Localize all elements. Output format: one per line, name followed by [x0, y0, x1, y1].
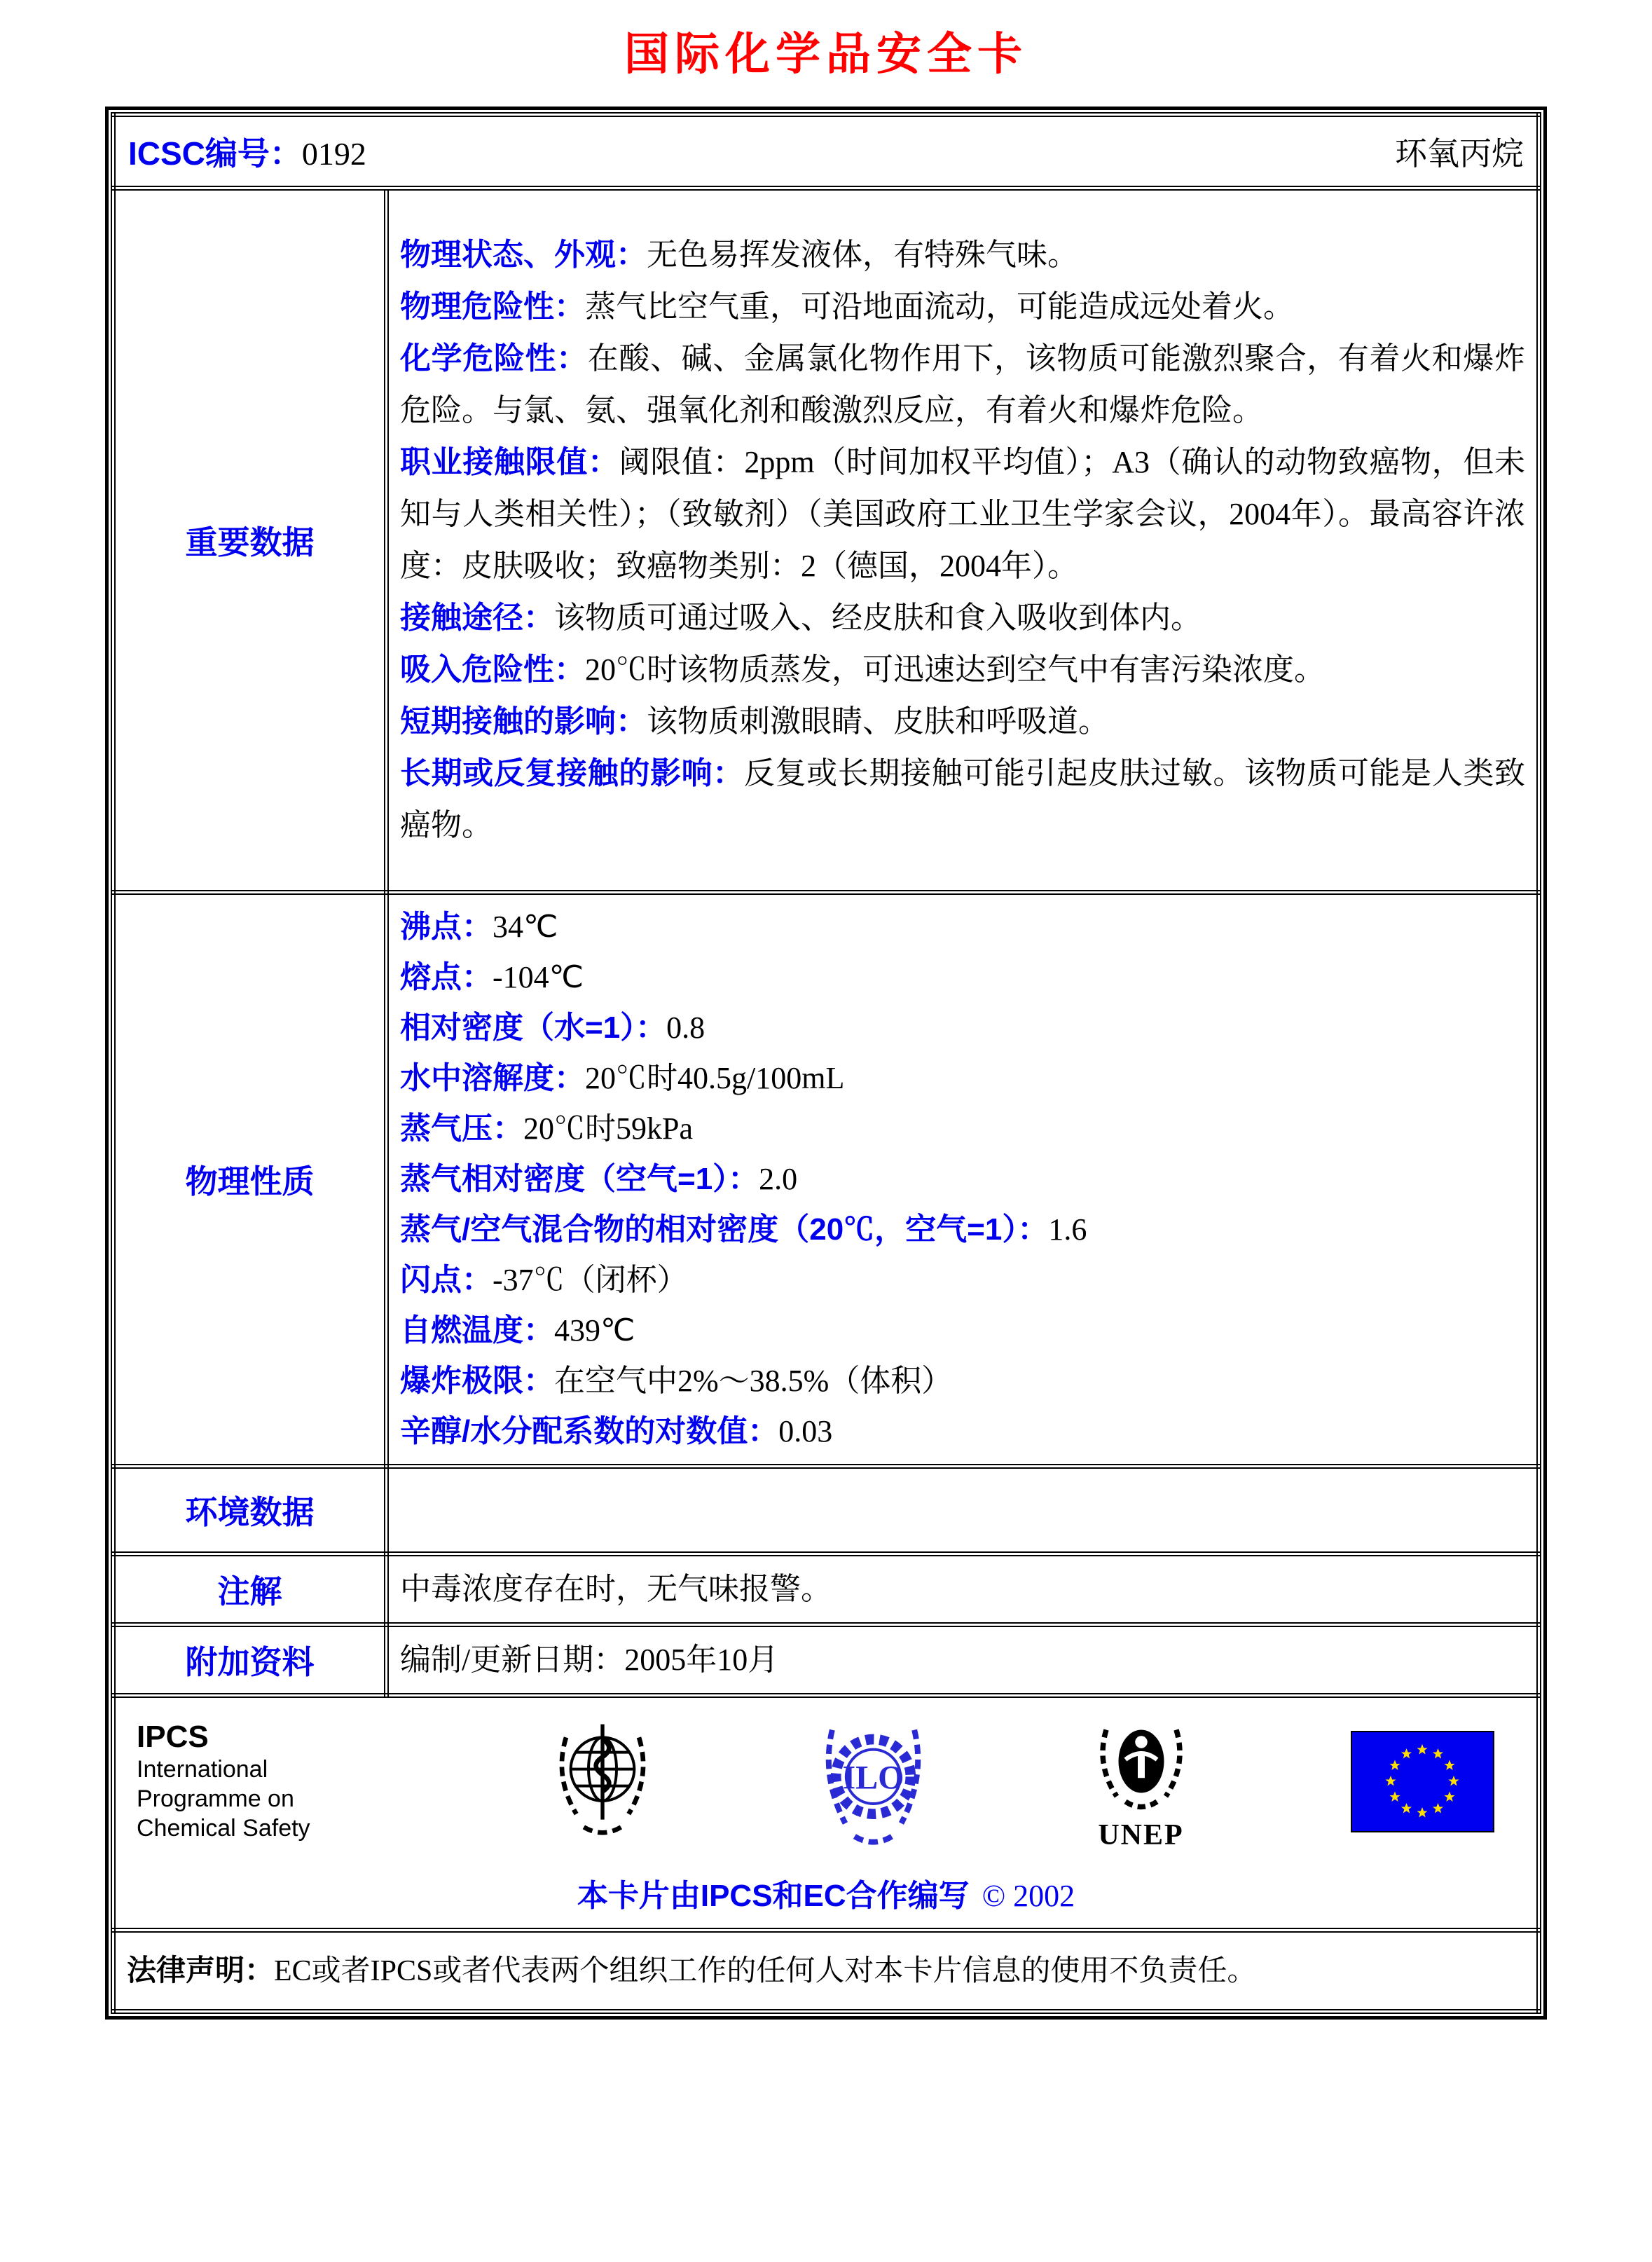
property-value: 蒸气比空气重，可沿地面流动，可能造成远处着火。	[585, 289, 1294, 324]
property-row	[400, 1205, 1525, 1255]
property-row	[400, 1406, 1525, 1457]
property-value: -37℃（闭杯）	[493, 1263, 688, 1297]
property-value: 2.0	[759, 1162, 798, 1196]
physical-properties-label: 物理性质	[113, 893, 387, 1467]
ipcs-acronym: IPCS	[137, 1720, 209, 1754]
unep-logo-icon	[1089, 1711, 1194, 1852]
property-value: 该物质可通过吸入、经皮肤和食入吸收到体内。	[554, 601, 1202, 635]
property-label: 熔点：	[400, 960, 493, 994]
legal-row	[113, 1931, 1539, 2012]
property-value: 无色易挥发液体，有特殊气味。	[647, 238, 1078, 272]
property-row	[400, 748, 1525, 851]
property-label: 蒸气相对密度（空气=1）：	[400, 1162, 759, 1196]
notes-content: 中毒浓度存在时，无气味报警。	[387, 1554, 1539, 1625]
credit-line	[137, 1870, 1515, 1915]
property-label: 自燃温度：	[400, 1313, 554, 1348]
icsc-card-table	[111, 112, 1541, 2014]
property-label: 物理状态、外观：	[400, 238, 647, 272]
property-row	[400, 333, 1525, 437]
property-row	[400, 1053, 1525, 1104]
property-value: 439℃	[554, 1313, 635, 1348]
property-label: 蒸气压：	[400, 1111, 523, 1146]
property-value: 20℃时59kPa	[523, 1111, 693, 1146]
legal-text: EC或者IPCS或者代表两个组织工作的任何人对本卡片信息的使用不负责任。	[274, 1955, 1257, 1987]
property-value: 在空气中2%～38.5%（体积）	[554, 1364, 953, 1398]
important-data-row	[113, 188, 1539, 893]
property-row	[400, 644, 1525, 696]
page-title: 国际化学品安全卡	[624, 29, 1028, 79]
property-value: 34℃	[493, 910, 558, 944]
property-value: 反复或长期接触可能引起皮肤过敏。该物质可能是人类致癌物。	[400, 756, 1526, 842]
chemical-name: 环氧丙烷	[1395, 136, 1524, 172]
property-value: 20℃时40.5g/100mL	[585, 1061, 845, 1095]
property-label: 化学危险性：	[400, 341, 588, 376]
credit-text: 本卡片由IPCS和EC合作编写	[577, 1879, 970, 1913]
property-row	[400, 952, 1525, 1003]
ilo-logo-icon	[815, 1711, 931, 1851]
logos-row	[113, 1696, 1539, 1931]
copyright-text: © 2002	[982, 1879, 1075, 1913]
property-value: 0.03	[778, 1414, 833, 1448]
property-label: 爆炸极限：	[400, 1364, 554, 1398]
property-row	[400, 1255, 1525, 1305]
property-label: 沸点：	[400, 910, 493, 944]
property-label: 吸入危险性：	[400, 652, 585, 687]
icsc-number-group	[128, 128, 366, 174]
ipcs-line: Programme on	[137, 1785, 294, 1812]
property-row	[400, 229, 1525, 281]
property-row	[400, 592, 1525, 644]
property-value: 0.8	[666, 1010, 705, 1045]
who-logo-icon	[546, 1711, 659, 1851]
property-row	[400, 1003, 1525, 1053]
icsc-card	[105, 107, 1547, 2020]
environmental-data-row	[113, 1467, 1539, 1554]
legal-label: 法律声明：	[127, 1954, 275, 1987]
property-value: -104℃	[493, 960, 584, 994]
important-data-content	[387, 188, 1539, 893]
ipcs-text-block	[137, 1720, 389, 1843]
additional-info-label: 附加资料	[113, 1625, 387, 1696]
icsc-number-label: ICSC编号：	[128, 135, 302, 172]
property-value: 阈限值：2ppm（时间加权平均值）；A3（确认的动物致癌物，但未知与人类相关性）；（致敏剂）（美国政府工业卫生学家会议，2004年）。最高容许浓度：皮肤吸收；致癌物类别：2（德国，2004年）。	[400, 445, 1526, 583]
property-label: 职业接触限值：	[400, 445, 619, 479]
property-label: 短期接触的影响：	[400, 704, 647, 739]
property-label: 接触途径：	[400, 601, 554, 635]
additional-info-row	[113, 1625, 1539, 1696]
property-label: 相对密度（水=1）：	[400, 1010, 667, 1045]
property-label: 闪点：	[400, 1263, 493, 1297]
notes-label: 注解	[113, 1554, 387, 1625]
property-row	[400, 281, 1525, 333]
environmental-data-content	[387, 1467, 1539, 1554]
property-value: 1.6	[1048, 1212, 1087, 1247]
property-value: 在酸、碱、金属氯化物作用下，该物质可能激烈聚合，有着火和爆炸危险。与氯、氨、强氧化剂和酸激烈反应，有着火和爆炸危险。	[400, 341, 1526, 427]
eu-flag-icon	[1351, 1731, 1494, 1832]
important-data-label: 重要数据	[113, 188, 387, 893]
property-row	[400, 1154, 1525, 1205]
physical-properties-content	[387, 893, 1539, 1467]
ilo-logo-text: ILO	[842, 1759, 904, 1797]
unep-logo-caption: UNEP	[1098, 1819, 1184, 1851]
property-row	[400, 1104, 1525, 1154]
header-row	[113, 115, 1539, 188]
physical-properties-row	[113, 893, 1539, 1467]
environmental-data-label: 环境数据	[113, 1467, 387, 1554]
icsc-number-value: 0192	[301, 136, 366, 172]
property-label: 长期或反复接触的影响：	[400, 756, 744, 790]
property-value: 20℃时该物质蒸发，可迅速达到空气中有害污染浓度。	[585, 652, 1325, 687]
property-row	[400, 1356, 1525, 1406]
property-row	[400, 696, 1525, 748]
property-label: 辛醇/水分配系数的对数值：	[400, 1414, 779, 1448]
property-row	[400, 902, 1525, 952]
property-label: 水中溶解度：	[400, 1061, 585, 1095]
property-label: 蒸气/空气混合物的相对密度（20℃，空气=1）：	[400, 1212, 1049, 1247]
notes-row	[113, 1554, 1539, 1625]
property-value: 该物质刺激眼睛、皮肤和呼吸道。	[647, 704, 1109, 739]
ipcs-line: International	[137, 1756, 268, 1783]
property-row	[400, 437, 1525, 592]
property-row	[400, 1305, 1525, 1356]
additional-info-content: 编制/更新日期：2005年10月	[387, 1625, 1539, 1696]
ipcs-line: Chemical Safety	[137, 1815, 310, 1842]
property-label: 物理危险性：	[400, 289, 585, 324]
